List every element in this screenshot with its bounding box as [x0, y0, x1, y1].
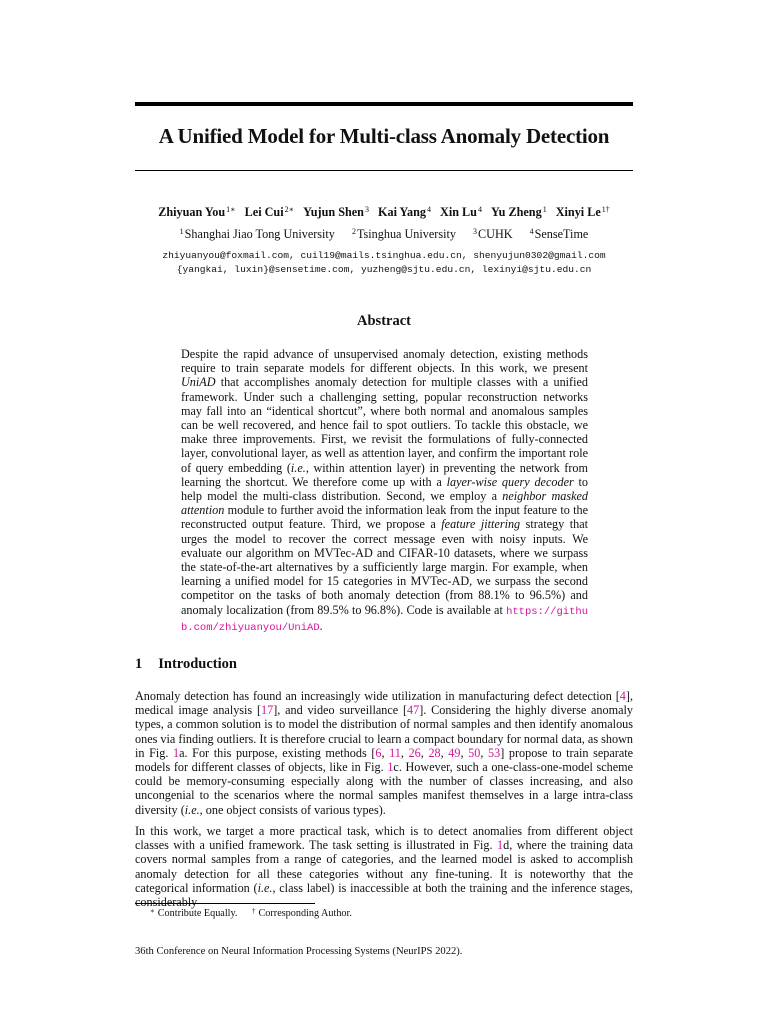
abstract-heading: Abstract — [357, 313, 411, 329]
venue-line: 36th Conference on Neural Information Processing Systems (NeurIPS 2022). — [135, 946, 463, 957]
footnote-rule — [135, 903, 315, 904]
figure-link[interactable]: 1 — [173, 745, 180, 760]
citation-link[interactable]: 53 — [488, 745, 501, 760]
footnotes — [150, 907, 352, 919]
abstract-body: Despite the rapid advance of unsupervised anomaly detection, existing methods require to train separate models for different objects. In this work, we present UniAD that accomplishes anomaly detection for multiple classes with a unified framework. Under such a challenging setting, popular reconstruction networks may fall into an “identical shortcut”, where both normal and anomalous samples can be well recovered, and hence fail to spot outliers. To tackle this obstacle, we make three improvements. First, we revisit the formulations of fully-connected layer, convolutional layer, as well as attention layer, and confirm the important role of query embedding (i.e., within attention layer) in preventing the network from learning the shortcut. We therefore come up with a layer-wise query decoder to help model the multi-class distribution. Second, we employ a neighbor masked attention module to further avoid the information leak from the input feature to the reconstructed output feature. Third, we propose a feature jittering strategy that urges the model to recover the correct message even with noisy inputs. We evaluate our algorithm on MVTec-AD and CIFAR-10 datasets, where we surpass the state-of-the-art alternatives by a sufficiently large margin. For example, when learning a unified model for 15 categories in MVTec-AD, we surpass the second competitor on the tasks of both anomaly detection (from 88.1% to 96.5%) and anomaly localization (from 89.5% to 96.8%). Code is available at https://github.com/zhiyuanyou/UniAD. — [181, 347, 589, 634]
citation-link[interactable]: 11 — [389, 745, 401, 760]
author-list — [120, 205, 648, 220]
affiliation: $^1$Shanghai Jiao Tong University — [179, 227, 335, 241]
author: Xinyi $Le^{1\dagger}$ — [555, 205, 610, 219]
affiliation: $^3$CUHK — [473, 227, 513, 241]
author: Lei Cui$^{2∗}$ — [244, 205, 295, 219]
intro-paragraph: Anomaly detection has found an increasingly wide utilization in manufacturing defect detection [4], medical image analysis [17], and video surveillance [47]. Considering the highly diverse anomaly types, a common solution is to model the distribution of normal samples and then identify anomalous ones via finding outliers. It is therefore crucial to learn a compact boundary for normal data, as shown in Fig. 1a. For this purpose, existing methods [6, 11, 26, 28, 49, 50, 53] propose to train separate models for different classes of objects, like in Fig. 1c. However, such a one-class-one-model scheme could be memory-consuming especially along with the number of classes increasing, and also uncongenial to the scenarios where the normal samples manifest themselves in a large intra-class diversity (i.e., one object consists of various types). — [135, 689, 634, 817]
section-heading-introduction: 1 Introduction — [135, 656, 237, 672]
intro-paragraph: In this work, we target a more practical task, which is to detect anomalies from different object classes with a unified framework. The task setting is illustrated in Fig. 1d, where the training data covers normal samples from a range of categories, and the learned model is asked to accomplish anomaly detection for all these categories without any fine-tuning. It is noteworthy that the categorical information (i.e., class label) is inaccessible at both the training and the inference stages, — [135, 824, 633, 895]
citation-link[interactable]: 47 — [407, 703, 420, 718]
citation-link[interactable]: 4 — [619, 689, 626, 703]
code-link[interactable]: https://github.com/zhiyuanyou/UniAD — [181, 605, 588, 634]
citation-link[interactable]: 28 — [428, 745, 441, 760]
citation-link[interactable]: 49 — [448, 745, 461, 760]
title-rule-bottom — [135, 170, 633, 171]
email-line: zhiyuanyou@foxmail.com, cuil19@mails.tsinghua.edu.cn, shenyujun0302@gmail.com — [162, 250, 606, 261]
footnote: ∗ Contribute Equally. — [150, 907, 238, 919]
title-rule-top — [135, 102, 633, 106]
email-line: {yangkai, luxin}@sensetime.com, yuzheng@sjtu.edu.cn, lexinyi@sjtu.edu.cn — [176, 264, 592, 275]
affiliation: $^4$SenseTime — [529, 227, 589, 241]
author: Zhiyuan You$^{1∗}$ — [158, 205, 236, 219]
footnote: † Corresponding Author. — [252, 907, 352, 919]
figure-link[interactable]: 1 — [387, 760, 394, 775]
citation-link[interactable]: 26 — [408, 745, 421, 760]
affiliation-list — [120, 227, 648, 242]
paper-title: A Unified Model for Multi-class Anomaly Detection — [158, 124, 610, 148]
author: Xin Lu$^4$ — [440, 205, 482, 219]
author: Yujun Shen$^3$ — [303, 205, 369, 219]
citation-link[interactable]: 17 — [261, 703, 274, 718]
affiliation: $^2$Tsinghua University — [351, 227, 456, 241]
author: Kai Yang$^4$ — [378, 205, 431, 219]
citation-link[interactable]: 50 — [468, 745, 481, 760]
author: Yu Zheng$^1$ — [490, 205, 547, 219]
figure-link[interactable]: 1 — [497, 838, 504, 853]
citation-link[interactable]: 6 — [375, 745, 382, 760]
